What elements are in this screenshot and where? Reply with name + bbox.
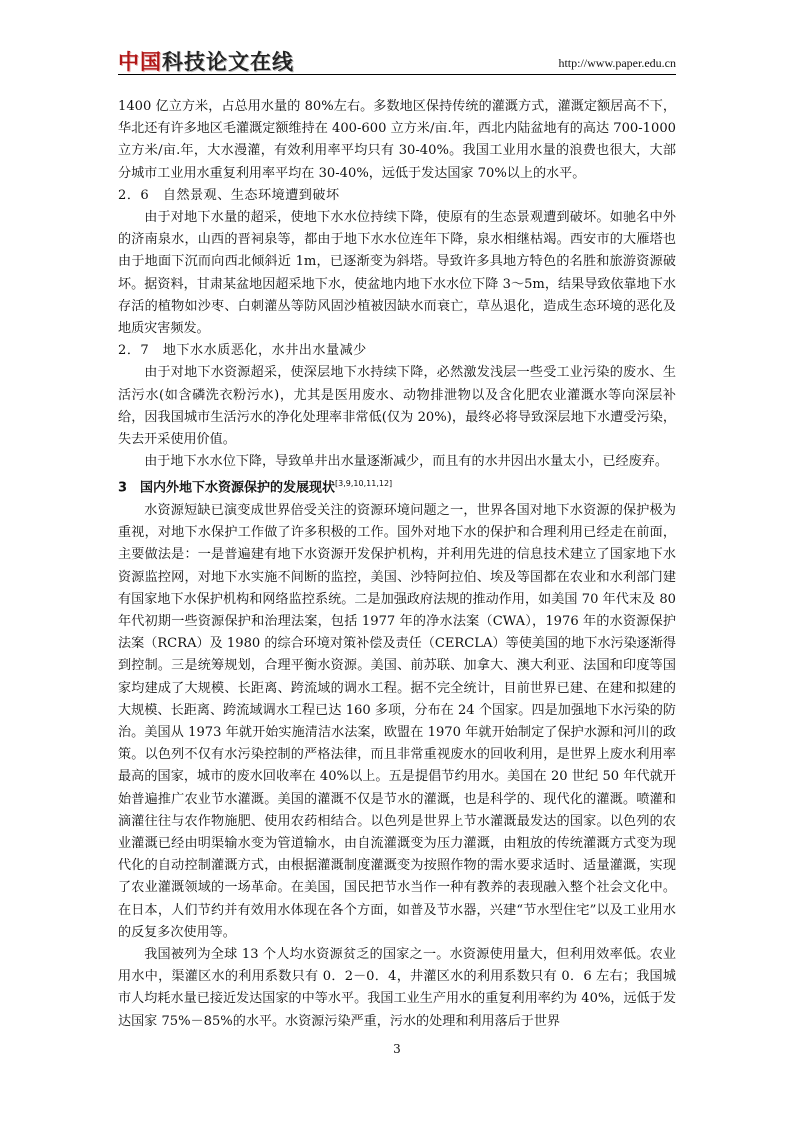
page-number: 3 bbox=[393, 1042, 401, 1056]
page-header bbox=[118, 44, 676, 75]
logo bbox=[118, 46, 294, 76]
paragraph-5: 水资源短缺已演变成世界倍受关注的资源环境问题之一，世界各国对地下水资源的保护极为重视，对地下水保护工作做了许多积极的工作。国外对地下水的保护和合理利用已经走在前面，主要做法是：一是普遍建有地下水资源开发保护机构，并利用先进的信息技术建立了国家地下水资源监控网，对地下水实施不间断的监控，美国、沙特阿拉伯、埃及等国都在农业和水利部门建有国家地下水保护机构和网络监控系统。二是加强政府法规的推动作用，如美国 70 年代末及 80 年代初期一些资源保护和治理法案，包括 1977 年的净水法案（CWA），1976 年的水资源保护法案（RCRA）及 1980 的综合环境对策补偿及责任（CERCLA）等使美国的地下水污染逐渐得到控制。三是统筹规划，合理平衡水资源。美国、前苏联、加拿大、澳大利亚、法国和印度等国家均建成了大规模、长距离、跨流域的调水工程。据不完全统计，目前世界已建、在建和拟建的大规模、长距离、跨流域调水工程已达 160 多项，分布在 24 个国家。四是加强地下水污染的防治。美国从 1973 年就开始实施清洁水法案，欧盟在 1970 年就开始制定了保护水源和河川的政策。以色列不仅有水污染控制的严格法律，而且非常重视废水的回收利用，是世界上废水利用率最高的国家，城市的废水回收率在 40%以上。五是提倡节约用水。美国在 20 世纪 50 年代就开始普遍推广农业节水灌溉。美国的灌溉不仅是节水的灌溉，也是科学的、现代化的灌溉。喷灌和滴灌往往与农作物施肥、使用农药相结合。以色列是世界上节水灌溉最发达的国家。以色列的农业灌溉已经由明渠输水变为管道输水，由自流灌溉变为压力灌溉，由粗放的传统灌溉方式变为现代化的自动控制灌溉方式，由根据灌溉制度灌溉变为按照作物的需水要求适时、适量灌溉，实现了农业灌溉领域的一场革命。在美国，国民把节水当作一种有教养的表现融入整个社会文化中。在日本，人们节约并有效用水体现在各个方面，如普及节水器，兴建“节水型住宅”以及工业用水的反复多次使用等。 bbox=[118, 502, 676, 940]
subheading-2-7: 2．7 地下水水质恶化，水井出水量减少 bbox=[118, 343, 367, 359]
header-url: http://www.paper.edu.cn bbox=[558, 56, 676, 70]
section-3-heading bbox=[118, 473, 676, 500]
paragraph-6: 我国被列为全球 13 个人均水资源贫乏的国家之一。水资源使用量大，但利用效率低。农业用水中，渠灌区水的利用系数只有 0．2－0．4，井灌区水的利用系数只有 0．6 左右；我国城市人均耗水量已接近发达国家的中等水平。我国工业生产用水的重复利用率约为 40%，远低于发达国家 75%－85%的水平。水资源污染严重，污水的处理和利用落后于世界 bbox=[118, 947, 676, 1029]
subheading-2-6: 2．6 自然景观、生态环境遭到破坏 bbox=[118, 187, 340, 203]
section-3-title: 3 国内外地下水资源保护的发展现状 bbox=[118, 480, 336, 496]
logo-part-china: 中国 bbox=[118, 50, 162, 74]
paragraph-1: 1400 亿立方米，占总用水量的 80%左右。多数地区保持传统的灌溉方式，灌溉定额居高不下，华北还有许多地区毛灌溉定额维持在 400-600 立方米/亩.年，西北内陆盆地有的高达 700-1000 立方米/亩.年，大水漫灌，有效利用率平均只有 30-40%。我国工业用水量的浪费也很大，大部分城市工业用水重复利用率平均在 30-40%，远低于发达国家 70%以上的水平。 bbox=[118, 99, 676, 181]
paragraph-4: 由于地下水水位下降，导致单井出水量逐渐减少，而且有的水井因出水量太小，已经废弃。 bbox=[144, 454, 668, 470]
paragraph-2: 由于对地下水量的超采，使地下水水位持续下降，使原有的生态景观遭到破坏。如驰名中外的济南泉水，山西的晋祠泉等，都由于地下水水位连年下降，泉水相继枯竭。西安市的大雁塔也由于地面下沉而向西北倾斜近 1m，已逐渐变为斜塔。导致许多具地方特色的名胜和旅游资源破坏。据资料，甘肃某盆地因超采地下水，使盆地内地下水水位下降 3～5m，结果导致依靠地下水存活的植物如沙枣、白刺灌丛等防风固沙植被因缺水而衰亡，草丛退化，造成生态环境的恶化及地质灾害频发。 bbox=[118, 210, 676, 337]
page-body bbox=[118, 96, 676, 1033]
logo-part-sci-paper: 科技论文在线 bbox=[162, 50, 294, 74]
section-3-citations: [3,9,10,11,12] bbox=[335, 479, 393, 489]
paragraph-3: 由于对地下水资源超采，使深层地下水持续下降，必然激发浅层一些受工业污染的废水、生活污水(如含磷洗衣粉污水)，尤其是医用废水、动物排泄物以及含化肥农业灌溉水等向深层补给，因我国城市生活污水的净化处理率非常低(仅为 20%)，最终必将导致深层地下水遭受污染，失去开采使用价值。 bbox=[118, 365, 676, 448]
